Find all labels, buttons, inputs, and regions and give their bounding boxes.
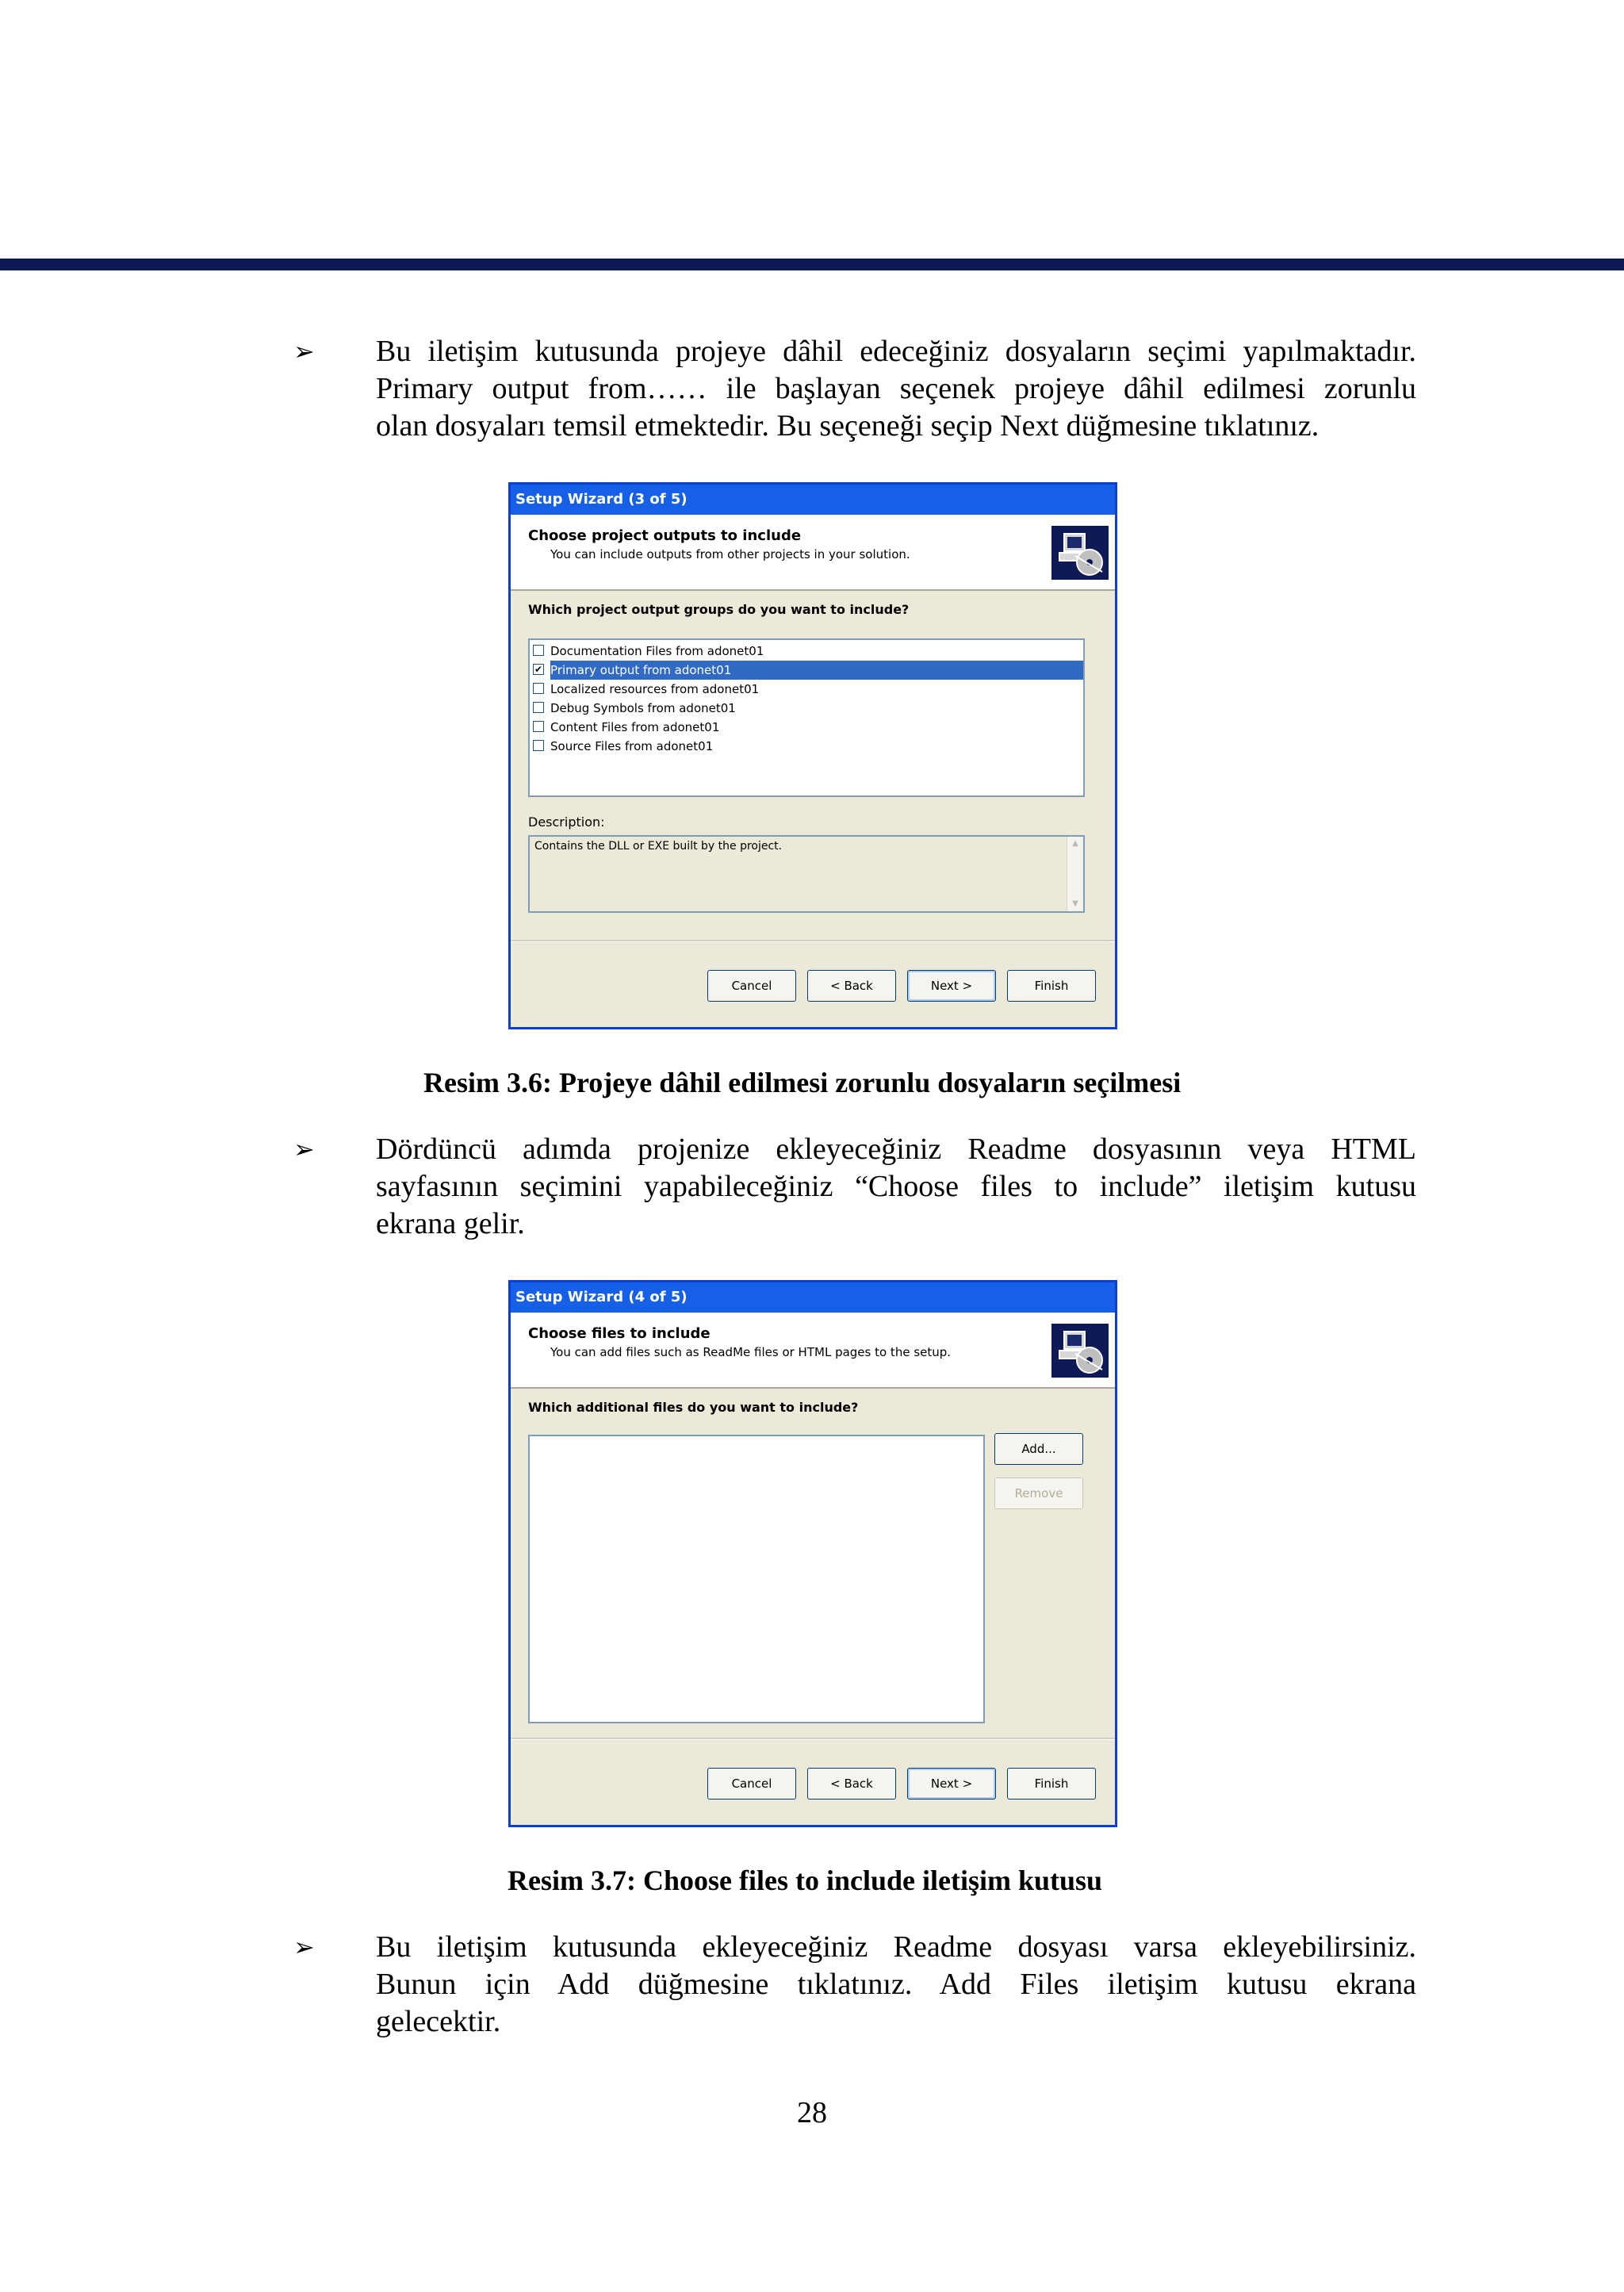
paragraph-2 [293, 1131, 1416, 1243]
arrow-bullet-icon: ➢ [293, 336, 315, 366]
list-item-primary-output[interactable]: ✔ Primary output from adonet01 [530, 661, 1083, 680]
page-number: 28 [797, 2096, 827, 2129]
add-button[interactable]: Add... [994, 1433, 1083, 1465]
top-rule [0, 259, 1624, 270]
checkbox[interactable] [533, 645, 544, 656]
paragraph-3-line-3: gelecektir. [376, 2005, 501, 2038]
list-item-debug-symbols[interactable]: Debug Symbols from adonet01 [530, 699, 1083, 718]
next-button[interactable]: Next > [907, 970, 996, 1002]
remove-button[interactable]: Remove [994, 1478, 1083, 1509]
paragraph-1 [293, 333, 1416, 445]
checkbox[interactable] [533, 683, 544, 694]
cancel-button[interactable]: Cancel [707, 1768, 796, 1799]
header-subtitle: You can add files such as ReadMe files or HTML pages to the setup. [550, 1345, 952, 1359]
paragraph-1-line-3: olan dosyaları temsil etmektedir. Bu seçeneği seçip Next düğmesine tıklatınız. [376, 409, 1320, 443]
list-item-content-files[interactable]: Content Files from adonet01 [530, 718, 1083, 737]
paragraph-2-line-1: Dördüncü adımda projenize ekleyeceğiniz Readme dosyasının veya HTML [376, 1133, 1416, 1166]
paragraph-1-line-1: Bu iletişim kutusunda projeye dâhil edeceğiniz dosyaların seçimi yapılmaktadır. [376, 335, 1416, 368]
paragraph-2-line-2: sayfasının seçimini yapabileceğiniz “Choose files to include” iletişim kutusu [376, 1170, 1416, 1203]
list-item-documentation-files[interactable]: Documentation Files from adonet01 [530, 642, 1083, 661]
paragraph-1-line-2: Primary output from…… ile başlayan seçenek projeye dâhil edilmesi zorunlu [376, 372, 1416, 405]
description-label: Description: [528, 814, 605, 830]
dialog-title: Setup Wizard (4 of 5) [511, 1282, 1115, 1313]
button-separator [511, 940, 1115, 942]
finish-button[interactable]: Finish [1007, 970, 1096, 1002]
scroll-down-icon[interactable]: ▼ [1072, 899, 1078, 908]
next-button[interactable]: Next > [907, 1768, 996, 1799]
dialog-header [511, 515, 1115, 591]
paragraph-3-line-2: Bunun için Add düğmesine tıklatınız. Add Files iletişim kutusu ekrana [376, 1968, 1416, 2001]
figure-caption-3-7: Resim 3.7: Choose files to include iletişim kutusu [508, 1865, 1103, 1896]
header-subtitle: You can include outputs from other projects in your solution. [550, 547, 910, 562]
output-groups-list[interactable] [528, 638, 1085, 797]
paragraph-2-line-3: ekrana gelir. [376, 1207, 525, 1240]
checkbox[interactable] [533, 721, 544, 732]
additional-files-question: Which additional files do you want to include? [528, 1400, 859, 1415]
computer-setup-icon [1051, 1324, 1109, 1378]
button-separator [511, 1738, 1115, 1740]
dialog-body [511, 1389, 1115, 1826]
description-scrollbar[interactable] [1067, 837, 1083, 911]
header-title: Choose project outputs to include [528, 527, 802, 544]
finish-button[interactable]: Finish [1007, 1768, 1096, 1799]
computer-setup-icon [1051, 526, 1109, 580]
arrow-bullet-icon: ➢ [293, 1134, 315, 1164]
setup-wizard-step3-dialog [508, 482, 1117, 1029]
checkbox-checked-icon[interactable]: ✔ [534, 664, 543, 675]
header-title: Choose files to include [528, 1325, 710, 1342]
setup-wizard-step4-dialog [508, 1280, 1117, 1827]
description-box [528, 835, 1085, 913]
cancel-button[interactable]: Cancel [707, 970, 796, 1002]
back-button[interactable]: < Back [807, 1768, 896, 1799]
dialog-title: Setup Wizard (3 of 5) [511, 485, 1115, 515]
arrow-bullet-icon: ➢ [293, 1932, 315, 1962]
output-groups-question: Which project output groups do you want to include? [528, 602, 910, 617]
figure-caption-3-6: Resim 3.6: Projeye dâhil edilmesi zorunlu dosyaların seçilmesi [423, 1067, 1182, 1098]
list-item-localized-resources[interactable]: Localized resources from adonet01 [530, 680, 1083, 699]
list-item-source-files[interactable]: Source Files from adonet01 [530, 737, 1083, 756]
back-button[interactable]: < Back [807, 970, 896, 1002]
description-text: Contains the DLL or EXE built by the project. [534, 840, 783, 853]
dialog-body [511, 591, 1115, 1029]
paragraph-3-line-1: Bu iletişim kutusunda ekleyeceğiniz Readme dosyası varsa ekleyebilirsiniz. [376, 1930, 1416, 1964]
checkbox[interactable] [533, 702, 544, 713]
paragraph-3 [293, 1929, 1416, 2041]
checkbox[interactable] [533, 740, 544, 751]
dialog-header [511, 1313, 1115, 1389]
additional-files-list[interactable] [528, 1435, 985, 1723]
scroll-up-icon[interactable]: ▲ [1072, 839, 1078, 848]
